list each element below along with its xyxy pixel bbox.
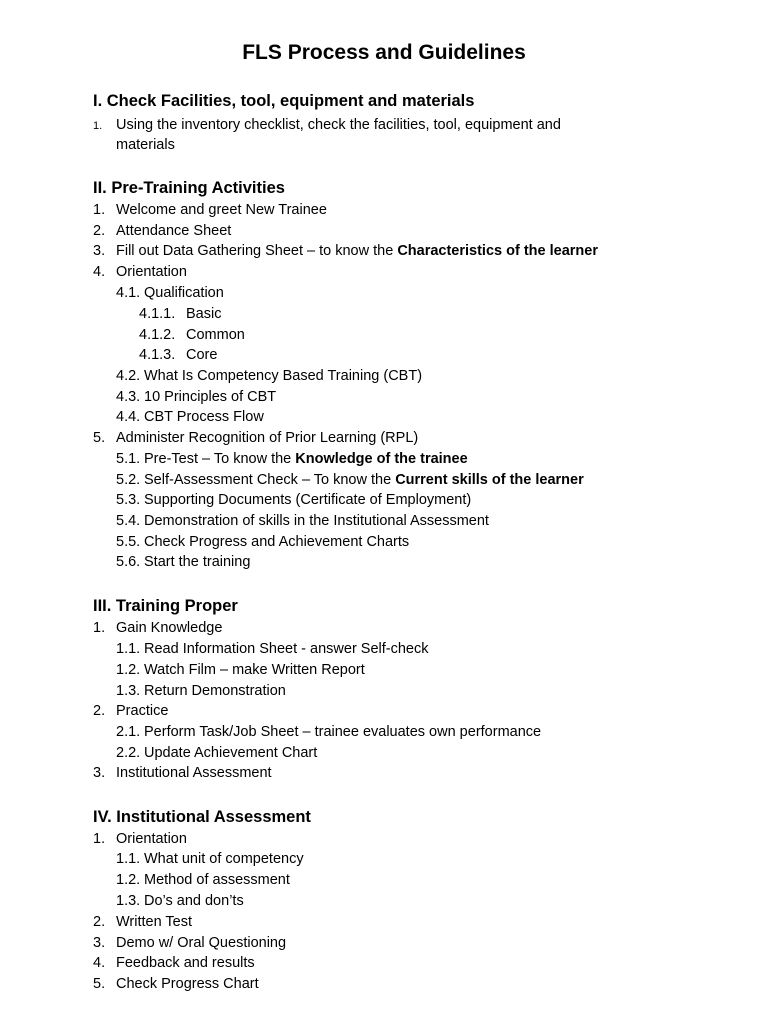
list-item-continuation: materials (116, 137, 175, 153)
page-title: FLS Process and Guidelines (242, 41, 526, 64)
document-page: FLS Process and Guidelines I. Check Facilities, tool, equipment and materials 1. Using the inventory checklist, check the facilities, tool, equipment and materials II. Pre-Training Activities 1. Welcome and greet New Trainee 2. Attendance Sheet 3. Fill out Data Gathering Sheet – to know the Characteristics of the learner 4. Orientation 4.1. Qualification 4.1.1. Basic 4.1.2. Common 4.1.3. Core 4.2. What Is Competency Based Training (CBT) 4.3. 10 Principles of CBT 4.4. CBT Process Flow 5. Administer Recognition of Prior Learning (RPL) 5.1. Pre-Test – To know the Knowledge of the trainee 5.2. Self-Assessment Check – To know the Current skills of the learner 5.3. Supporting Documents (Certificate of Employment) 5.4. Demonstration of skills in the Institutional Assessment 5.5. Check Progress and Achievement Charts 5.6. Start the training III. Training Proper 1. Gain Knowledge 1.1. Read Information Sheet - answer Self-check 1.2. Watch Film – make Written Report 1.3. Return Demonstration 2. Practice 2.1. Perform Task/Job Sheet – trainee evaluates own performance 2.2. Update Achievement Chart 3. Institutional Assessment IV. Institutional Assessment 1. Orientation 1.1. What unit of competency 1.2. Method of assessment 1.3. Do’s and don’ts 2. Written Test 3. Demo w/ Oral Questioning 4. Feedback and results 5. Check Progress Chart (0, 0, 768, 1024)
section-heading-4: IV. Institutional Assessment (93, 808, 311, 826)
section-heading-1: I. Check Facilities, tool, equipment and materials (93, 92, 475, 110)
section-heading-3: III. Training Proper (93, 597, 238, 615)
section-heading-2: II. Pre-Training Activities (93, 179, 285, 197)
